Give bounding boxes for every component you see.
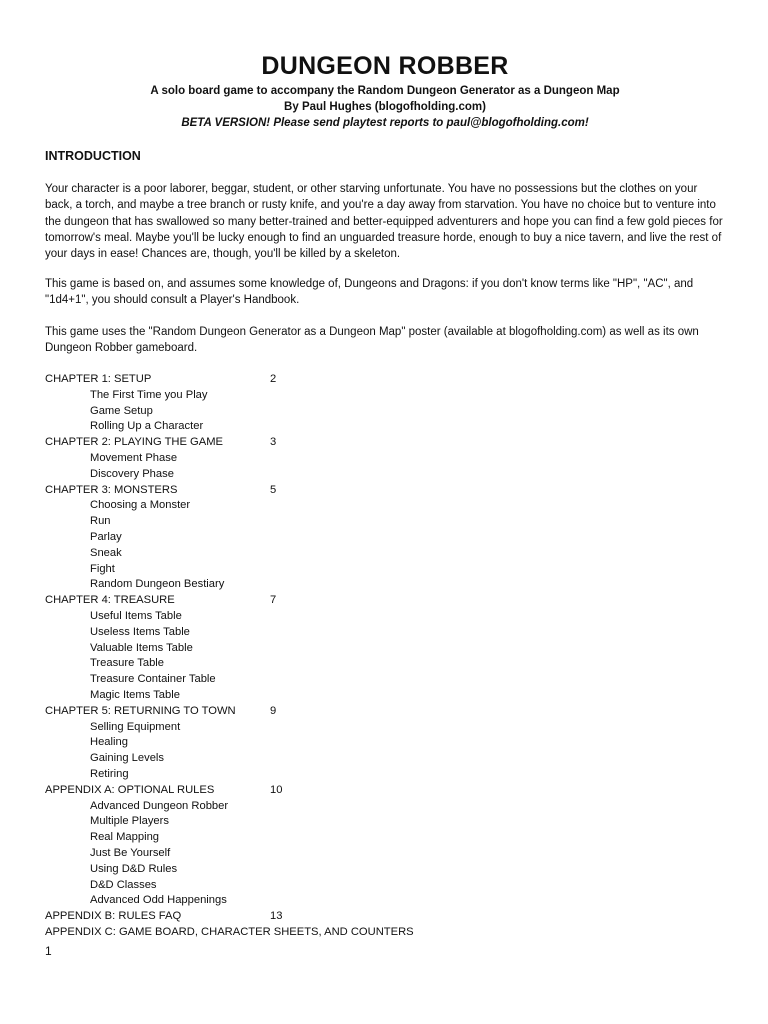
toc-entry [45, 925, 725, 941]
toc-subentry [45, 577, 725, 593]
toc-subentry [45, 846, 725, 862]
toc-entry-label: CHAPTER 3: MONSTERS [45, 483, 178, 496]
toc-subentry [45, 672, 725, 688]
toc-subentry [45, 451, 725, 467]
document-byline: By Paul Hughes (blogofholding.com) [284, 101, 486, 113]
toc-page-number: 2 [270, 373, 277, 385]
toc-subentry [45, 814, 725, 830]
toc-entry-label: APPENDIX B: RULES FAQ [45, 910, 182, 923]
toc-entry-label: Treasure Table [90, 657, 165, 670]
toc-entry-label: Run [90, 515, 111, 528]
document-title: DUNGEON ROBBER [261, 52, 509, 80]
toc-entry [45, 372, 725, 388]
beta-note: BETA VERSION! Please send playtest reports to paul@blogofholding.com! [181, 117, 589, 129]
introduction-heading: INTRODUCTION [45, 149, 141, 163]
toc-entry-label: D&D Classes [90, 878, 157, 891]
toc-entry-label: Just Be Yourself [90, 846, 171, 859]
toc-entry-label: Magic Items Table [90, 688, 180, 701]
toc-entry-label: Retiring [90, 767, 129, 780]
document-subtitle: A solo board game to accompany the Random Dungeon Generator as a Dungeon Map [150, 85, 620, 97]
toc-entry-label: CHAPTER 2: PLAYING THE GAME [45, 436, 224, 449]
toc-subentry [45, 514, 725, 530]
toc-page-number: 3 [270, 436, 277, 449]
toc-entry-label: Choosing a Monster [90, 499, 191, 512]
toc-subentry [45, 625, 725, 641]
toc-subentry [45, 388, 725, 404]
toc-entry-label: Advanced Odd Happenings [90, 894, 227, 907]
toc-entry-label: CHAPTER 4: TREASURE [45, 594, 175, 607]
toc-entry [45, 483, 725, 499]
toc-entry-label: Game Setup [90, 404, 153, 417]
toc-entry-label: Gaining Levels [90, 752, 165, 765]
table-of-contents [45, 372, 725, 941]
intro-paragraph: This game uses the "Random Dungeon Generator as a Dungeon Map" poster (available at blogofholding.com) as well as its own Dungeon Robber gameboard. [45, 326, 699, 355]
intro-paragraph: Your character is a poor laborer, beggar, student, or other starving unfortunate. You have no possessions but the clothes on your back, a torch, and maybe a tree branch or rusty knife, and you're a day away from starvation. You have no choice but to venture into the dungeon that has swallowed so many better-trained and better-equipped adventurers and hope you can find a few gold pieces for tomorrow's meal. Maybe you'll be lucky enough to find an unguarded treasure horde, enough to buy a nice tavern, and live the rest of your days in ease! Chances are, though, you'll be killed by a skeleton. [45, 183, 723, 261]
toc-entry [45, 704, 725, 720]
toc-subentry [45, 751, 725, 767]
toc-subentry [45, 530, 725, 546]
toc-entry-label: Useless Items Table [90, 625, 190, 638]
toc-subentry [45, 498, 725, 514]
toc-entry [45, 435, 725, 451]
toc-entry-label: Useful Items Table [90, 609, 182, 622]
toc-subentry [45, 767, 725, 783]
toc-subentry [45, 720, 725, 736]
toc-entry [45, 909, 725, 925]
toc-entry-label: Selling Equipment [90, 720, 181, 733]
toc-entry-label: APPENDIX A: OPTIONAL RULES [45, 783, 215, 796]
toc-entry [45, 593, 725, 609]
toc-subentry [45, 862, 725, 878]
toc-entry-label: CHAPTER 1: SETUP [45, 373, 152, 385]
toc-entry-label: Fight [90, 562, 115, 575]
toc-entry-label: Discovery Phase [90, 467, 174, 480]
toc-entry-label: Valuable Items Table [90, 641, 193, 654]
toc-entry-label: Sneak [90, 546, 122, 559]
toc-subentry [45, 688, 725, 704]
toc-page-number: 10 [270, 783, 283, 796]
toc-entry-label: Rolling Up a Character [90, 420, 204, 433]
toc-subentry [45, 562, 725, 578]
toc-entry-label: CHAPTER 5: RETURNING TO TOWN [45, 704, 236, 717]
toc-entry-label: Movement Phase [90, 451, 178, 464]
page-number: 1 [45, 944, 52, 958]
toc-entry-label: The First Time you Play [90, 388, 208, 401]
toc-subentry [45, 830, 725, 846]
toc-entry-label: Real Mapping [90, 831, 160, 844]
toc-entry-label: Treasure Container Table [90, 673, 216, 686]
toc-entry-label: Healing [90, 736, 128, 749]
toc-subentry [45, 419, 725, 435]
toc-subentry [45, 467, 725, 483]
toc-entry-label: Random Dungeon Bestiary [90, 578, 225, 591]
toc-entry-label: APPENDIX C: GAME BOARD, CHARACTER SHEETS, AND COUNTERS [45, 925, 414, 938]
toc-page-number: 7 [270, 594, 277, 607]
toc-page-number: 9 [270, 704, 277, 717]
toc-entry-label: Parlay [90, 530, 122, 543]
toc-subentry [45, 799, 725, 815]
toc-subentry [45, 641, 725, 657]
toc-entry [45, 783, 725, 799]
toc-subentry [45, 546, 725, 562]
toc-subentry [45, 878, 725, 894]
toc-subentry [45, 893, 725, 909]
toc-subentry [45, 735, 725, 751]
intro-paragraph: This game is based on, and assumes some knowledge of, Dungeons and Dragons: if you don't know terms like "HP", "AC", and "1d4+1", you should consult a Player's Handbook. [45, 278, 694, 307]
toc-entry-label: Advanced Dungeon Robber [90, 799, 229, 812]
toc-entry-label: Multiple Players [90, 815, 169, 828]
toc-subentry [45, 404, 725, 420]
toc-subentry [45, 656, 725, 672]
toc-entry-label: Using D&D Rules [90, 862, 178, 875]
toc-subentry [45, 609, 725, 625]
toc-page-number: 5 [270, 483, 277, 496]
toc-page-number: 13 [270, 910, 283, 923]
